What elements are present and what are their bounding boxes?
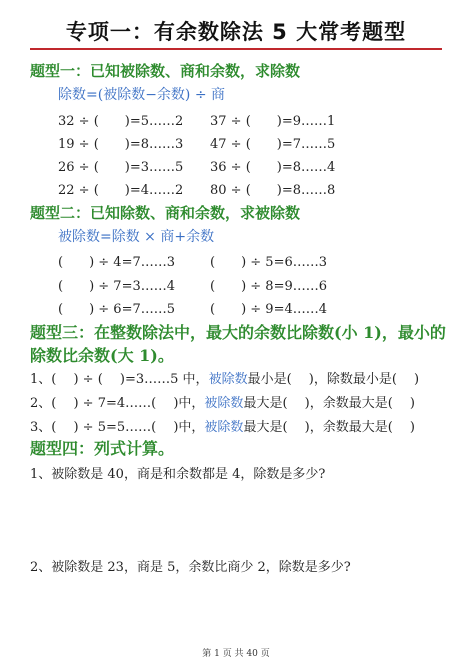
- section4-heading: 题型四：列式计算。: [30, 439, 175, 458]
- s3-line2-keyword: 被除数: [204, 396, 244, 411]
- s3-line1-post: 最小是( )，除数最小是( ): [247, 372, 420, 387]
- s3-line1: [30, 368, 419, 387]
- s2-q1: ( ) ÷ 4=7……3: [58, 255, 176, 270]
- section2-heading: 题型二：已知除数、商和余数，求被除数: [30, 204, 301, 222]
- s3-line3: [30, 416, 415, 435]
- s3-line3-post: 最大是( )，余数最大是( ): [243, 420, 415, 435]
- section1-formula: 除数=(被除数−余数) ÷ 商: [58, 87, 226, 103]
- s1-q5: 26 ÷ ( )=3……5: [58, 160, 184, 175]
- s3-line3-pre: 3、( ) ÷ 5=5……( )中，: [30, 420, 205, 435]
- s3-line3-keyword: 被除数: [204, 420, 244, 435]
- s1-q8: 80 ÷ ( )=8……8: [210, 183, 336, 198]
- section1-heading: 题型一：已知被除数、商和余数，求除数: [30, 62, 301, 80]
- section3-heading-line1: 题型三：在整数除法中，最大的余数比除数(小 1)，最小的: [30, 323, 446, 342]
- s2-q2: ( ) ÷ 5=6……3: [210, 255, 328, 270]
- page-footer: 第 1 页 共 40 页: [202, 649, 270, 659]
- title-underline: [30, 48, 442, 50]
- s1-q6: 36 ÷ ( )=8……4: [210, 160, 336, 175]
- s2-q4: ( ) ÷ 8=9……6: [210, 279, 328, 294]
- s1-q3: 19 ÷ ( )=8……3: [58, 137, 184, 152]
- page-title: 专项一：有余数除法 5 大常考题型: [65, 20, 407, 44]
- s3-line2-post: 最大是( )，余数最大是( ): [243, 396, 415, 411]
- s2-q6: ( ) ÷ 9=4……4: [210, 302, 328, 317]
- s1-q4: 47 ÷ ( )=7……5: [210, 137, 336, 152]
- s2-q5: ( ) ÷ 6=7……5: [58, 302, 176, 317]
- s4-question2: 2、被除数是 23，商是 5，余数比商少 2，除数是多少?: [30, 560, 351, 575]
- s1-q7: 22 ÷ ( )=4……2: [58, 183, 184, 198]
- s2-q3: ( ) ÷ 7=3……4: [58, 279, 176, 294]
- s3-line1-keyword: 被除数: [208, 372, 248, 387]
- s3-line2: [30, 392, 415, 411]
- s3-line2-pre: 2、( ) ÷ 7=4……( )中，: [30, 396, 205, 411]
- s1-q1: 32 ÷ ( )=5……2: [58, 114, 184, 129]
- s1-q2: 37 ÷ ( )=9……1: [210, 114, 336, 129]
- s3-line1-pre: 1、( ) ÷ ( )=3……5 中，: [30, 372, 209, 387]
- section3-heading-line2: 除数比余数(大 1)。: [30, 346, 174, 365]
- s4-question1: 1、被除数是 40，商是和余数都是 4，除数是多少?: [30, 467, 326, 482]
- section2-formula: 被除数=除数 × 商+余数: [58, 229, 215, 245]
